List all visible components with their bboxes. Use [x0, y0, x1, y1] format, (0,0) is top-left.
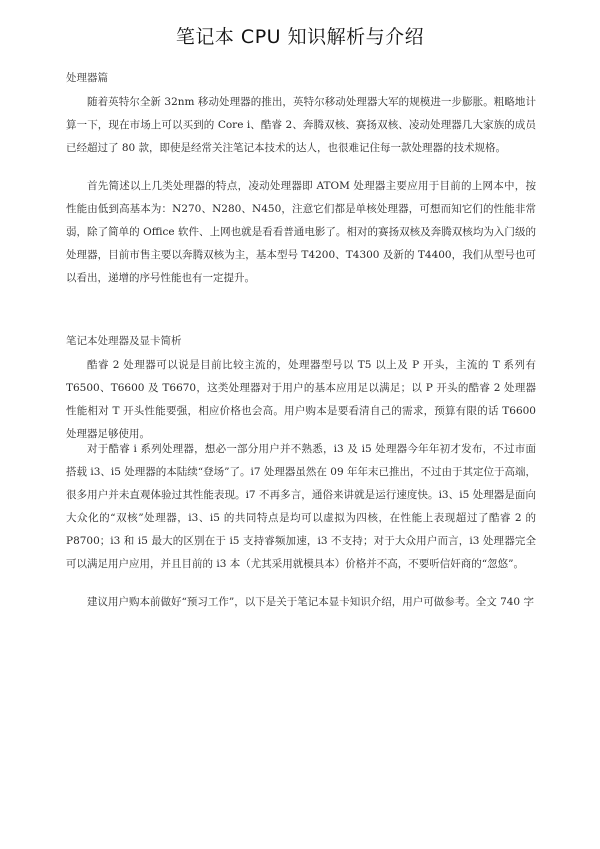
paragraph: 酷睿 2 处理器可以说是目前比较主流的，处理器型号以 T5 以上及 P 开头，主流的 T 系列有 T6500、T6600 及 T6670，这类处理器对于用户的基本应用足以满足；以 P 开头的酷睿 2 处理器性能相对 T 开头性能要强，相应价格也会高。用户购本是要看清自己的需求，预算有限的话 T6600 处理器足够使用。: [66, 359, 536, 440]
paragraph: 建议用户购本前做好“预习工作”，以下是关于笔记本显卡知识介绍，用户可做参考。全文 740 字: [87, 596, 534, 608]
section-heading-processor-gpu: 笔记本处理器及显卡简析: [66, 335, 182, 347]
paragraph: 首先简述以上几类处理器的特点，凌动处理器即 ATOM 处理器主要应用于目前的上网本中，按性能由低到高基本为：N270、N280、N450，注意它们都是单核处理器，可想而知它们的性能非常弱，除了简单的 Office 软件、上网也就是看看普通电影了。相对的赛扬双核及奔腾双核均为入门级的处理器，目前市售主要以奔腾双核为主，基本型号 T4200、T4300 及新的 T4400，我们从型号也可以看出，递增的序号性能也有一定提升。: [66, 180, 536, 284]
paragraph: 随着英特尔全新 32nm 移动处理器的推出，英特尔移动处理器大军的规模进一步膨胀。粗略地计算一下，现在市场上可以买到的 Core i、酷睿 2、奔腾双核、赛扬双核、凌动处理器几大家族的成员已经超过了 80 款，即使是经常关注笔记本技术的达人，也很难记住每一款处理器的技术规格。: [66, 96, 536, 154]
paragraph: 对于酷睿 i 系列处理器，想必一部分用户并不熟悉，i3 及 i5 处理器今年年初才发布，不过市面搭载 i3、i5 处理器的本陆续“登场”了。i7 处理器虽然在 09 年年末已推出，不过由于其定位于高端，很多用户并未直观体验过其性能表现。i7 不再多言，通俗来讲就是运行速度快。i3、i5 处理器是面向大众化的“双核”处理器，i3、i5 的共同特点是均可以虚拟为四核，在性能上表现超过了酷睿 2 的 P8700；i3 和 i5 最大的区别在于 i5 支持睿频加速，i3 不支持；对于大众用户而言，i3 处理器完全可以满足用户应用，并且目前的 i3 本（尤其采用就模具本）价格并不高，不要听信奸商的“忽悠”。: [66, 443, 536, 570]
section-heading-processor: 处理器篇: [66, 72, 108, 84]
document-title: 笔记本 CPU 知识解析与介绍: [175, 26, 425, 48]
